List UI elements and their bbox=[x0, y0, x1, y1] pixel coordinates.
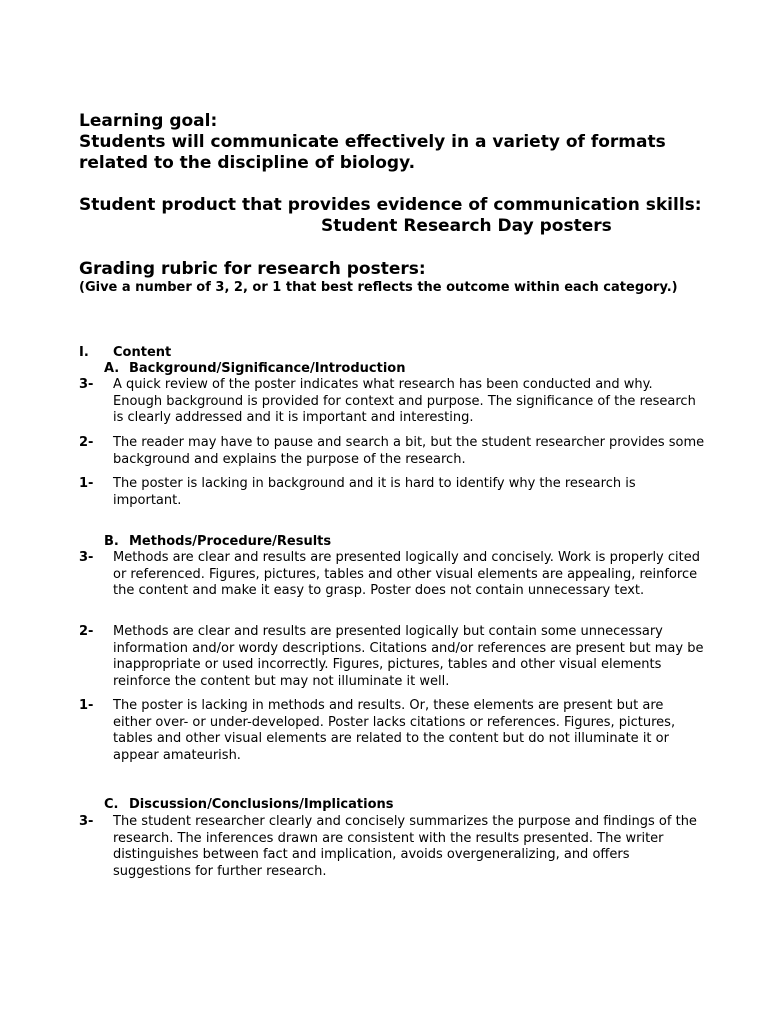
score-label: 3- bbox=[79, 377, 94, 392]
subsection-heading-discussion bbox=[104, 797, 394, 813]
score-label: 3- bbox=[79, 550, 94, 565]
score-label: 2- bbox=[79, 435, 94, 450]
score-description: A quick review of the poster indicates what research has been conducted and why. Enough background is provided for context and purpose. The significance of the research is clearly addressed and it is important and interesting. bbox=[113, 377, 696, 426]
section-title: Content bbox=[113, 345, 172, 360]
product-value: Student Research Day posters bbox=[321, 216, 612, 236]
score-label: 1- bbox=[79, 698, 94, 713]
score-description: The reader may have to pause and search a bit, but the student researcher provides some background and explains the purpose of the research. bbox=[113, 435, 705, 467]
subsection-heading-methods bbox=[104, 534, 331, 550]
learning-goal-text: Students will communicate effectively in a variety of formats related to the discipline of biology. bbox=[79, 132, 666, 173]
score-description: The poster is lacking in background and it is hard to identify why the research is important. bbox=[113, 476, 636, 508]
score-label: 3- bbox=[79, 814, 94, 829]
subsection-title: Discussion/Conclusions/Implications bbox=[129, 797, 394, 812]
subsection-title: Background/Significance/Introduction bbox=[129, 361, 406, 376]
section-number: I. bbox=[79, 345, 89, 360]
subsection-letter: B. bbox=[104, 534, 119, 549]
subsection-letter: A. bbox=[104, 361, 120, 376]
subsection-heading-background bbox=[104, 361, 406, 377]
score-description: The poster is lacking in methods and results. Or, these elements are present but are either over- or under-developed. Poster lacks citations or references. Figures, pictures, tables and other visual elements are related to the content but do not illuminate it or appear amateurish. bbox=[113, 698, 676, 764]
product-label: Student product that provides evidence of communication skills: bbox=[79, 195, 702, 215]
score-description: Methods are clear and results are presented logically and concisely. Work is properly cited or referenced. Figures, pictures, tables and other visual elements are appealing, reinforce the content and make it easy to grasp. Poster does not contain unnecessary text. bbox=[113, 550, 700, 599]
rubric-title: Grading rubric for research posters: bbox=[79, 259, 426, 279]
rubric-instructions: (Give a number of 3, 2, or 1 that best reflects the outcome within each category.) bbox=[79, 280, 678, 295]
score-label: 2- bbox=[79, 624, 94, 639]
score-description: Methods are clear and results are presented logically but contain some unnecessary information and/or wordy descriptions. Citations and/or references are present but may be inappropriate or used incorrectly. Figures, pictures, tables and other visual elements reinforce the content but may not illuminate it well. bbox=[113, 624, 704, 690]
score-description: The student researcher clearly and concisely summarizes the purpose and findings of the research. The inferences drawn are consistent with the results presented. The writer distinguishes between fact and implication, avoids overgeneralizing, and offers suggestions for further research. bbox=[113, 814, 697, 880]
learning-goal-label: Learning goal: bbox=[79, 111, 218, 131]
score-label: 1- bbox=[79, 476, 94, 491]
subsection-title: Methods/Procedure/Results bbox=[129, 534, 332, 549]
subsection-letter: C. bbox=[104, 797, 119, 812]
